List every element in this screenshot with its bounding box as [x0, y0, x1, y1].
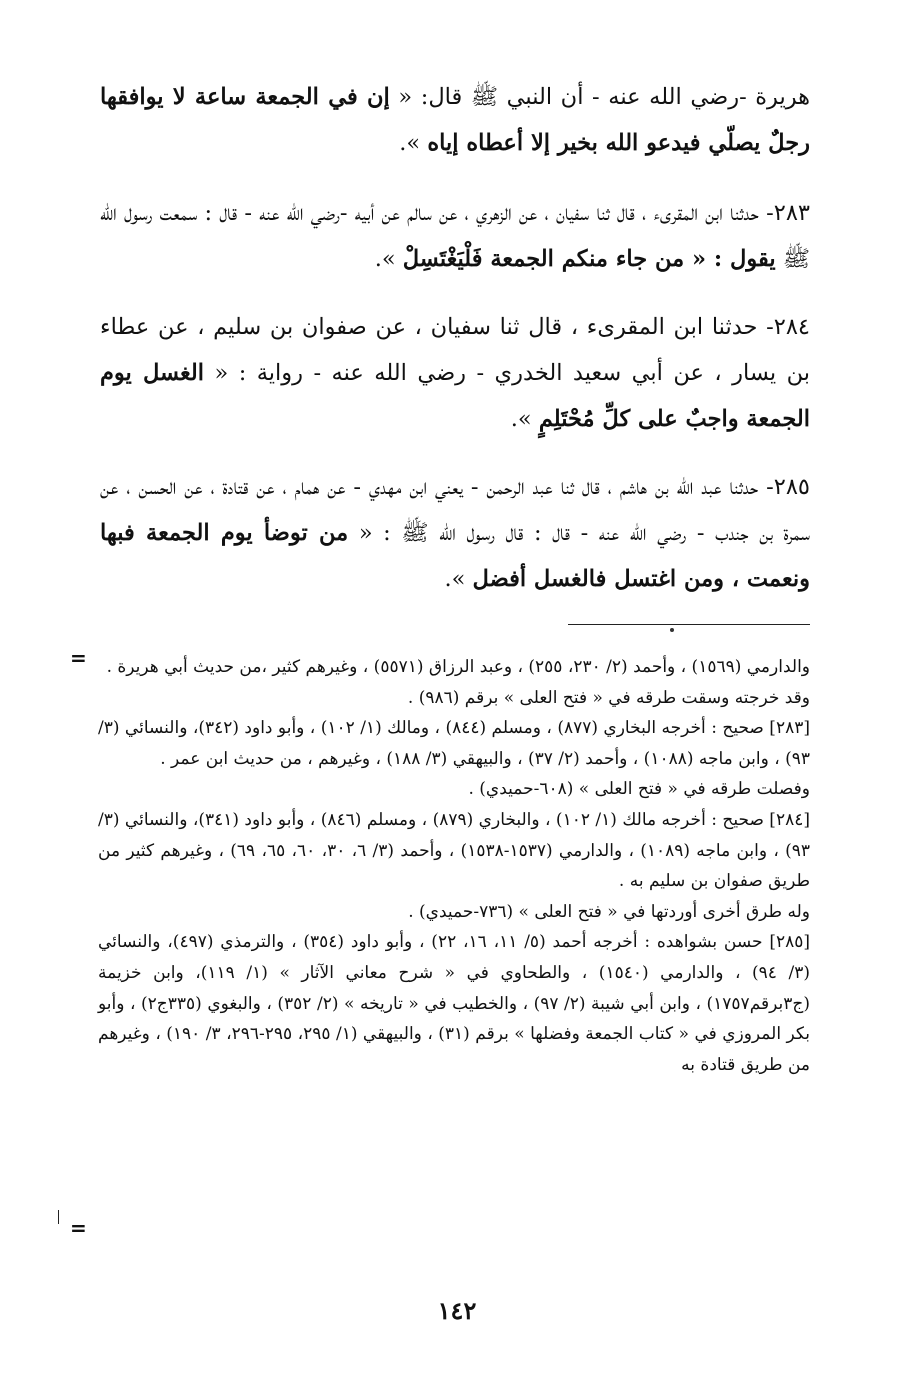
- page-number: ١٤٢: [437, 1296, 477, 1325]
- separator-dot: [670, 628, 674, 632]
- margin-tick: [58, 1210, 59, 1224]
- footnote-entry-283: [٢٨٣] صحيح : أخرجه البخاري (٨٧٧) ، ومسلم (٨٤٤) ، ومالك (١/ ١٠٢) ، وأبو داود (٣٤٢)، والنسائي (٣/ ٩٣) ، وابن ماجه (١٠٨٨) ، وأحمد (٢/ ٣٧) ، والبيهقي (٣/ ١٨٨) ، وغيرهم ، من حديث ابن عمر .: [98, 718, 810, 769]
- quote-close: ».: [444, 566, 466, 592]
- hadith-paragraph-285: [100, 464, 810, 602]
- footnote-entry: وله طرق أخرى أوردتها في « فتح العلى » (٧٣٦-حميدي) .: [408, 901, 810, 922]
- quote-close: ».: [399, 130, 421, 156]
- hadith-text: من توضأ يوم الجمعة فبها ونعمت ، ومن اغتسل فالغسل أفضل: [100, 520, 810, 592]
- hadith-number: ٢٨٤-: [766, 314, 810, 340]
- narration-text: هريرة -رضي الله عنه - أن النبي ﷺ قال: «: [398, 84, 811, 110]
- footnote-entry: وقد خرجته وسقت طرقه في « فتح العلى » برقم (٩٨٦) .: [407, 687, 810, 708]
- main-text: [100, 74, 810, 624]
- hadith-paragraph-283: [100, 190, 810, 282]
- hadith-paragraph-284: [100, 304, 810, 442]
- narration-text: حدثنا عبد الله بن هاشم ، قال ثنا عبد الرحمن - يعني ابن مهدي - عن همام ، عن قتادة ، عن الحسن ، عن سمرة بن جندب - رضي الله عنه - قال : قال رسول الله ﷺ : «: [100, 474, 810, 546]
- continued-to-mark: =: [70, 1216, 87, 1240]
- footnotes: [98, 652, 810, 1080]
- footnote-separator: [568, 624, 810, 625]
- continued-from-mark: =: [70, 646, 87, 670]
- hadith-text: إن في الجمعة ساعة لا يوافقها رجلٌ يصلّي فيدعو الله بخير إلا أعطاه إياه: [100, 84, 810, 156]
- hadith-number: ٢٨٣-: [766, 200, 810, 226]
- footnote-entry-285: [٢٨٥] حسن بشواهده : أخرجه أحمد (٥/ ١١، ١٦، ٢٢) ، وأبو داود (٣٥٤) ، والترمذي (٤٩٧)، والنسائي (٣/ ٩٤) ، والدارمي (١٥٤٠) ، والطحاوي في « شرح معاني الآثار » (١/ ١١٩)، وابن خزيمة (ج٣برقم١٧٥٧) ، وابن أبي شيبة (٢/ ٩٧) ، والخطيب في « تاريخه » (٢/ ٣٥٢) ، والبغوي (٣٣٥ج٢) ، وأبو بكر المروزي في « كتاب الجمعة وفضلها » برقم (٣١) ، والبيهقي (١/ ٢٩٥، ٢٩٥-٢٩٦، ٣/ ١٩٠) ، وغيرهم من طريق قتادة به: [98, 932, 811, 1075]
- narration-text: حدثنا ابن المقرىء ، قال ثنا سفيان ، عن صفوان بن سليم ، عن عطاء بن يسار ، عن أبي سعيد الخدري - رضي الله عنه - رواية : «: [100, 314, 810, 386]
- hadith-text: الغسل يوم الجمعة واجبٌ على كلِّ مُحْتَلِمٍ: [100, 360, 810, 432]
- quote-close: ».: [510, 406, 532, 432]
- narration-text: حدثنا ابن المقرىء ، قال ثنا سفيان ، عن الزهري ، عن سالم عن أبيه -رضي الله عنه - قال : سمعت رسول الله ﷺ: [100, 200, 810, 272]
- hadith-number: ٢٨٥-: [766, 474, 810, 500]
- footnote-entry: وفصلت طرقه في « فتح العلى » (٦٠٨-حميدي) .: [468, 779, 810, 800]
- hadith-paragraph-intro: [100, 74, 810, 166]
- hadith-text: يقول : « من جاء منكم الجمعة فَلْيَغْتَسِلْ: [402, 246, 776, 272]
- quote-close: ».: [374, 246, 396, 272]
- footnote-entry-284: [٢٨٤] صحيح : أخرجه مالك (١/ ١٠٢) ، والبخاري (٨٧٩) ، ومسلم (٨٤٦) ، وأبو داود (٣٤١)، والنسائي (٣/ ٩٣) ، وابن ماجه (١٠٨٩) ، والدارمي (١٥٣٧-١٥٣٨) ، وأحمد (٣/ ٦، ٣٠، ٦٠، ٦٥، ٦٩) ، وغيرهم كثير من طريق صفوان بن سليم به .: [98, 809, 811, 892]
- footnote-entry: والدارمي (١٥٦٩) ، وأحمد (٢/ ٢٣٠، ٢٥٥) ، وعبد الرزاق (٥٥٧١) ، وغيرهم كثير ،من حديث أبي هريرة .: [106, 657, 810, 677]
